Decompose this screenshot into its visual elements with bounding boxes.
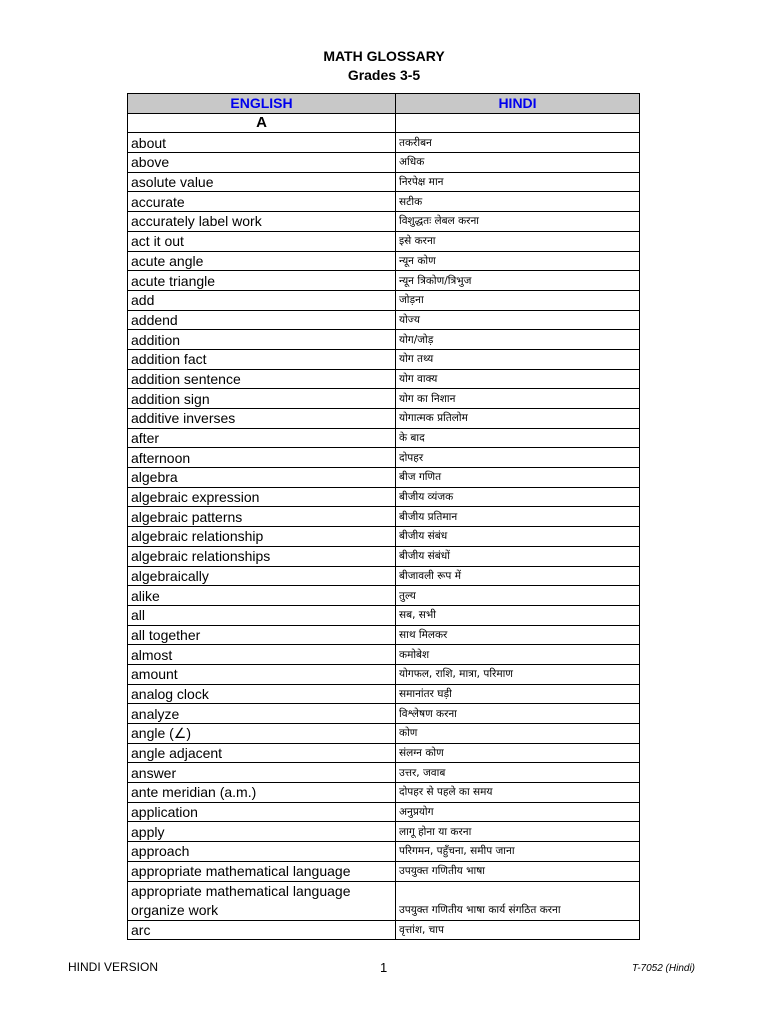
hindi-term: योग/जोड़ — [396, 330, 640, 350]
table-row — [128, 428, 640, 448]
table-row — [128, 192, 640, 212]
table-row — [128, 468, 640, 488]
hindi-term: निरपेक्ष मान — [396, 172, 640, 192]
hindi-term: विश्लेषण करना — [396, 704, 640, 724]
hindi-term: कोण — [396, 724, 640, 744]
hindi-term: बीजीय प्रतिमान — [396, 507, 640, 527]
english-term: add — [128, 290, 396, 310]
english-term: after — [128, 428, 396, 448]
table-row — [128, 802, 640, 822]
table-row — [128, 507, 640, 527]
table-row — [128, 861, 640, 881]
english-term: addition fact — [128, 349, 396, 369]
english-term: afternoon — [128, 448, 396, 468]
hindi-term: सटीक — [396, 192, 640, 212]
hindi-term: उपयुक्त गणितीय भाषा — [396, 861, 640, 881]
hindi-term: अनुप्रयोग — [396, 802, 640, 822]
page-title: MATH GLOSSARY — [323, 48, 445, 64]
table-header-row — [128, 94, 640, 114]
english-term: apply — [128, 822, 396, 842]
hindi-term: योज्य — [396, 310, 640, 330]
hindi-term: बीजावली रूप में — [396, 566, 640, 586]
english-term: algebra — [128, 468, 396, 488]
table-row — [128, 783, 640, 803]
hindi-term: बीजीय संबंध — [396, 527, 640, 547]
section-letter: A — [128, 113, 396, 133]
english-term-line: appropriate mathematical language — [131, 882, 351, 899]
table-row — [128, 231, 640, 251]
hindi-term: दोपहर — [396, 448, 640, 468]
english-term: algebraic patterns — [128, 507, 396, 527]
table-row — [128, 842, 640, 862]
hindi-term: न्यून त्रिकोण/त्रिभुज — [396, 271, 640, 291]
glossary-body — [128, 113, 640, 940]
table-row — [128, 349, 640, 369]
english-term: answer — [128, 763, 396, 783]
english-term: about — [128, 133, 396, 153]
table-row — [128, 664, 640, 684]
table-row — [128, 409, 640, 429]
english-term-line: organize work — [131, 901, 219, 918]
english-term: accurately label work — [128, 212, 396, 232]
english-term: ante meridian (a.m.) — [128, 783, 396, 803]
hindi-term: लागू होना या करना — [396, 822, 640, 842]
table-row — [128, 271, 640, 291]
english-term: addition sentence — [128, 369, 396, 389]
page-subtitle: Grades 3-5 — [347, 67, 421, 83]
column-header-english: ENGLISH — [128, 94, 396, 114]
english-term — [128, 881, 396, 920]
english-term: all — [128, 605, 396, 625]
hindi-term: न्यून कोण — [396, 251, 640, 271]
table-row — [128, 251, 640, 271]
hindi-term: उपयुक्त गणितीय भाषा कार्य संगठित करना — [396, 881, 640, 920]
table-row — [128, 487, 640, 507]
section-letter-blank — [396, 113, 640, 133]
english-term: addition — [128, 330, 396, 350]
english-term: additive inverses — [128, 409, 396, 429]
english-term: algebraically — [128, 566, 396, 586]
english-term: angle adjacent — [128, 743, 396, 763]
hindi-term: योग तथ्य — [396, 349, 640, 369]
hindi-term: संलग्न कोण — [396, 743, 640, 763]
table-row — [128, 881, 640, 920]
hindi-term: योगफल, राशि, मात्रा, परिमाण — [396, 664, 640, 684]
table-row — [128, 743, 640, 763]
table-row — [128, 448, 640, 468]
table-row — [128, 310, 640, 330]
hindi-term: कमोबेश — [396, 645, 640, 665]
hindi-term: योग का निशान — [396, 389, 640, 409]
hindi-term: परिगमन, पहुँचना, समीप जाना — [396, 842, 640, 862]
english-term: algebraic expression — [128, 487, 396, 507]
english-term: addition sign — [128, 389, 396, 409]
english-term: act it out — [128, 231, 396, 251]
english-term: arc — [128, 920, 396, 940]
hindi-term: वृत्तांश, चाप — [396, 920, 640, 940]
hindi-term: बीजीय व्यंजक — [396, 487, 640, 507]
table-row — [128, 920, 640, 940]
english-term: application — [128, 802, 396, 822]
table-row — [128, 369, 640, 389]
table-row — [128, 724, 640, 744]
table-row — [128, 133, 640, 153]
english-term: above — [128, 153, 396, 173]
english-term: algebraic relationship — [128, 527, 396, 547]
english-term: asolute value — [128, 172, 396, 192]
hindi-term: तकरीबन — [396, 133, 640, 153]
table-row — [128, 763, 640, 783]
hindi-term: अधिक — [396, 153, 640, 173]
english-term: all together — [128, 625, 396, 645]
table-row — [128, 527, 640, 547]
hindi-term: दोपहर से पहले का समय — [396, 783, 640, 803]
english-term: accurate — [128, 192, 396, 212]
footer-version: HINDI VERSION — [68, 960, 159, 974]
table-row — [128, 330, 640, 350]
hindi-term: योगात्मक प्रतिलोम — [396, 409, 640, 429]
hindi-term: बीजीय संबंधों — [396, 546, 640, 566]
english-term: analyze — [128, 704, 396, 724]
table-row — [128, 605, 640, 625]
letter-row — [128, 113, 640, 133]
table-row — [128, 684, 640, 704]
table-row — [128, 290, 640, 310]
hindi-term: तुल्य — [396, 586, 640, 606]
hindi-term: उत्तर, जवाब — [396, 763, 640, 783]
table-row — [128, 645, 640, 665]
table-row — [128, 704, 640, 724]
english-term: analog clock — [128, 684, 396, 704]
english-term: almost — [128, 645, 396, 665]
english-term: acute triangle — [128, 271, 396, 291]
table-row — [128, 153, 640, 173]
english-term: angle (∠) — [128, 724, 396, 744]
hindi-term: साथ मिलकर — [396, 625, 640, 645]
english-term: alike — [128, 586, 396, 606]
footer-document-code: T-7052 (Hindi) — [632, 963, 695, 974]
hindi-term: के बाद — [396, 428, 640, 448]
hindi-term: सब, सभी — [396, 605, 640, 625]
table-row — [128, 546, 640, 566]
footer-page-number: 1 — [380, 960, 388, 975]
hindi-term: विशुद्धतः लेबल करना — [396, 212, 640, 232]
english-term: approach — [128, 842, 396, 862]
hindi-term: इसे करना — [396, 231, 640, 251]
table-row — [128, 566, 640, 586]
hindi-term: योग वाक्य — [396, 369, 640, 389]
english-term: addend — [128, 310, 396, 330]
hindi-term: समानांतर घड़ी — [396, 684, 640, 704]
table-row — [128, 212, 640, 232]
english-term: algebraic relationships — [128, 546, 396, 566]
table-row — [128, 586, 640, 606]
hindi-term: जोड़ना — [396, 290, 640, 310]
table-row — [128, 822, 640, 842]
table-row — [128, 625, 640, 645]
english-term: amount — [128, 664, 396, 684]
table-row — [128, 389, 640, 409]
english-term: appropriate mathematical language — [128, 861, 396, 881]
glossary-table — [127, 93, 640, 940]
column-header-hindi: HINDI — [396, 94, 640, 114]
table-row — [128, 172, 640, 192]
hindi-term: बीज गणित — [396, 468, 640, 488]
english-term: acute angle — [128, 251, 396, 271]
